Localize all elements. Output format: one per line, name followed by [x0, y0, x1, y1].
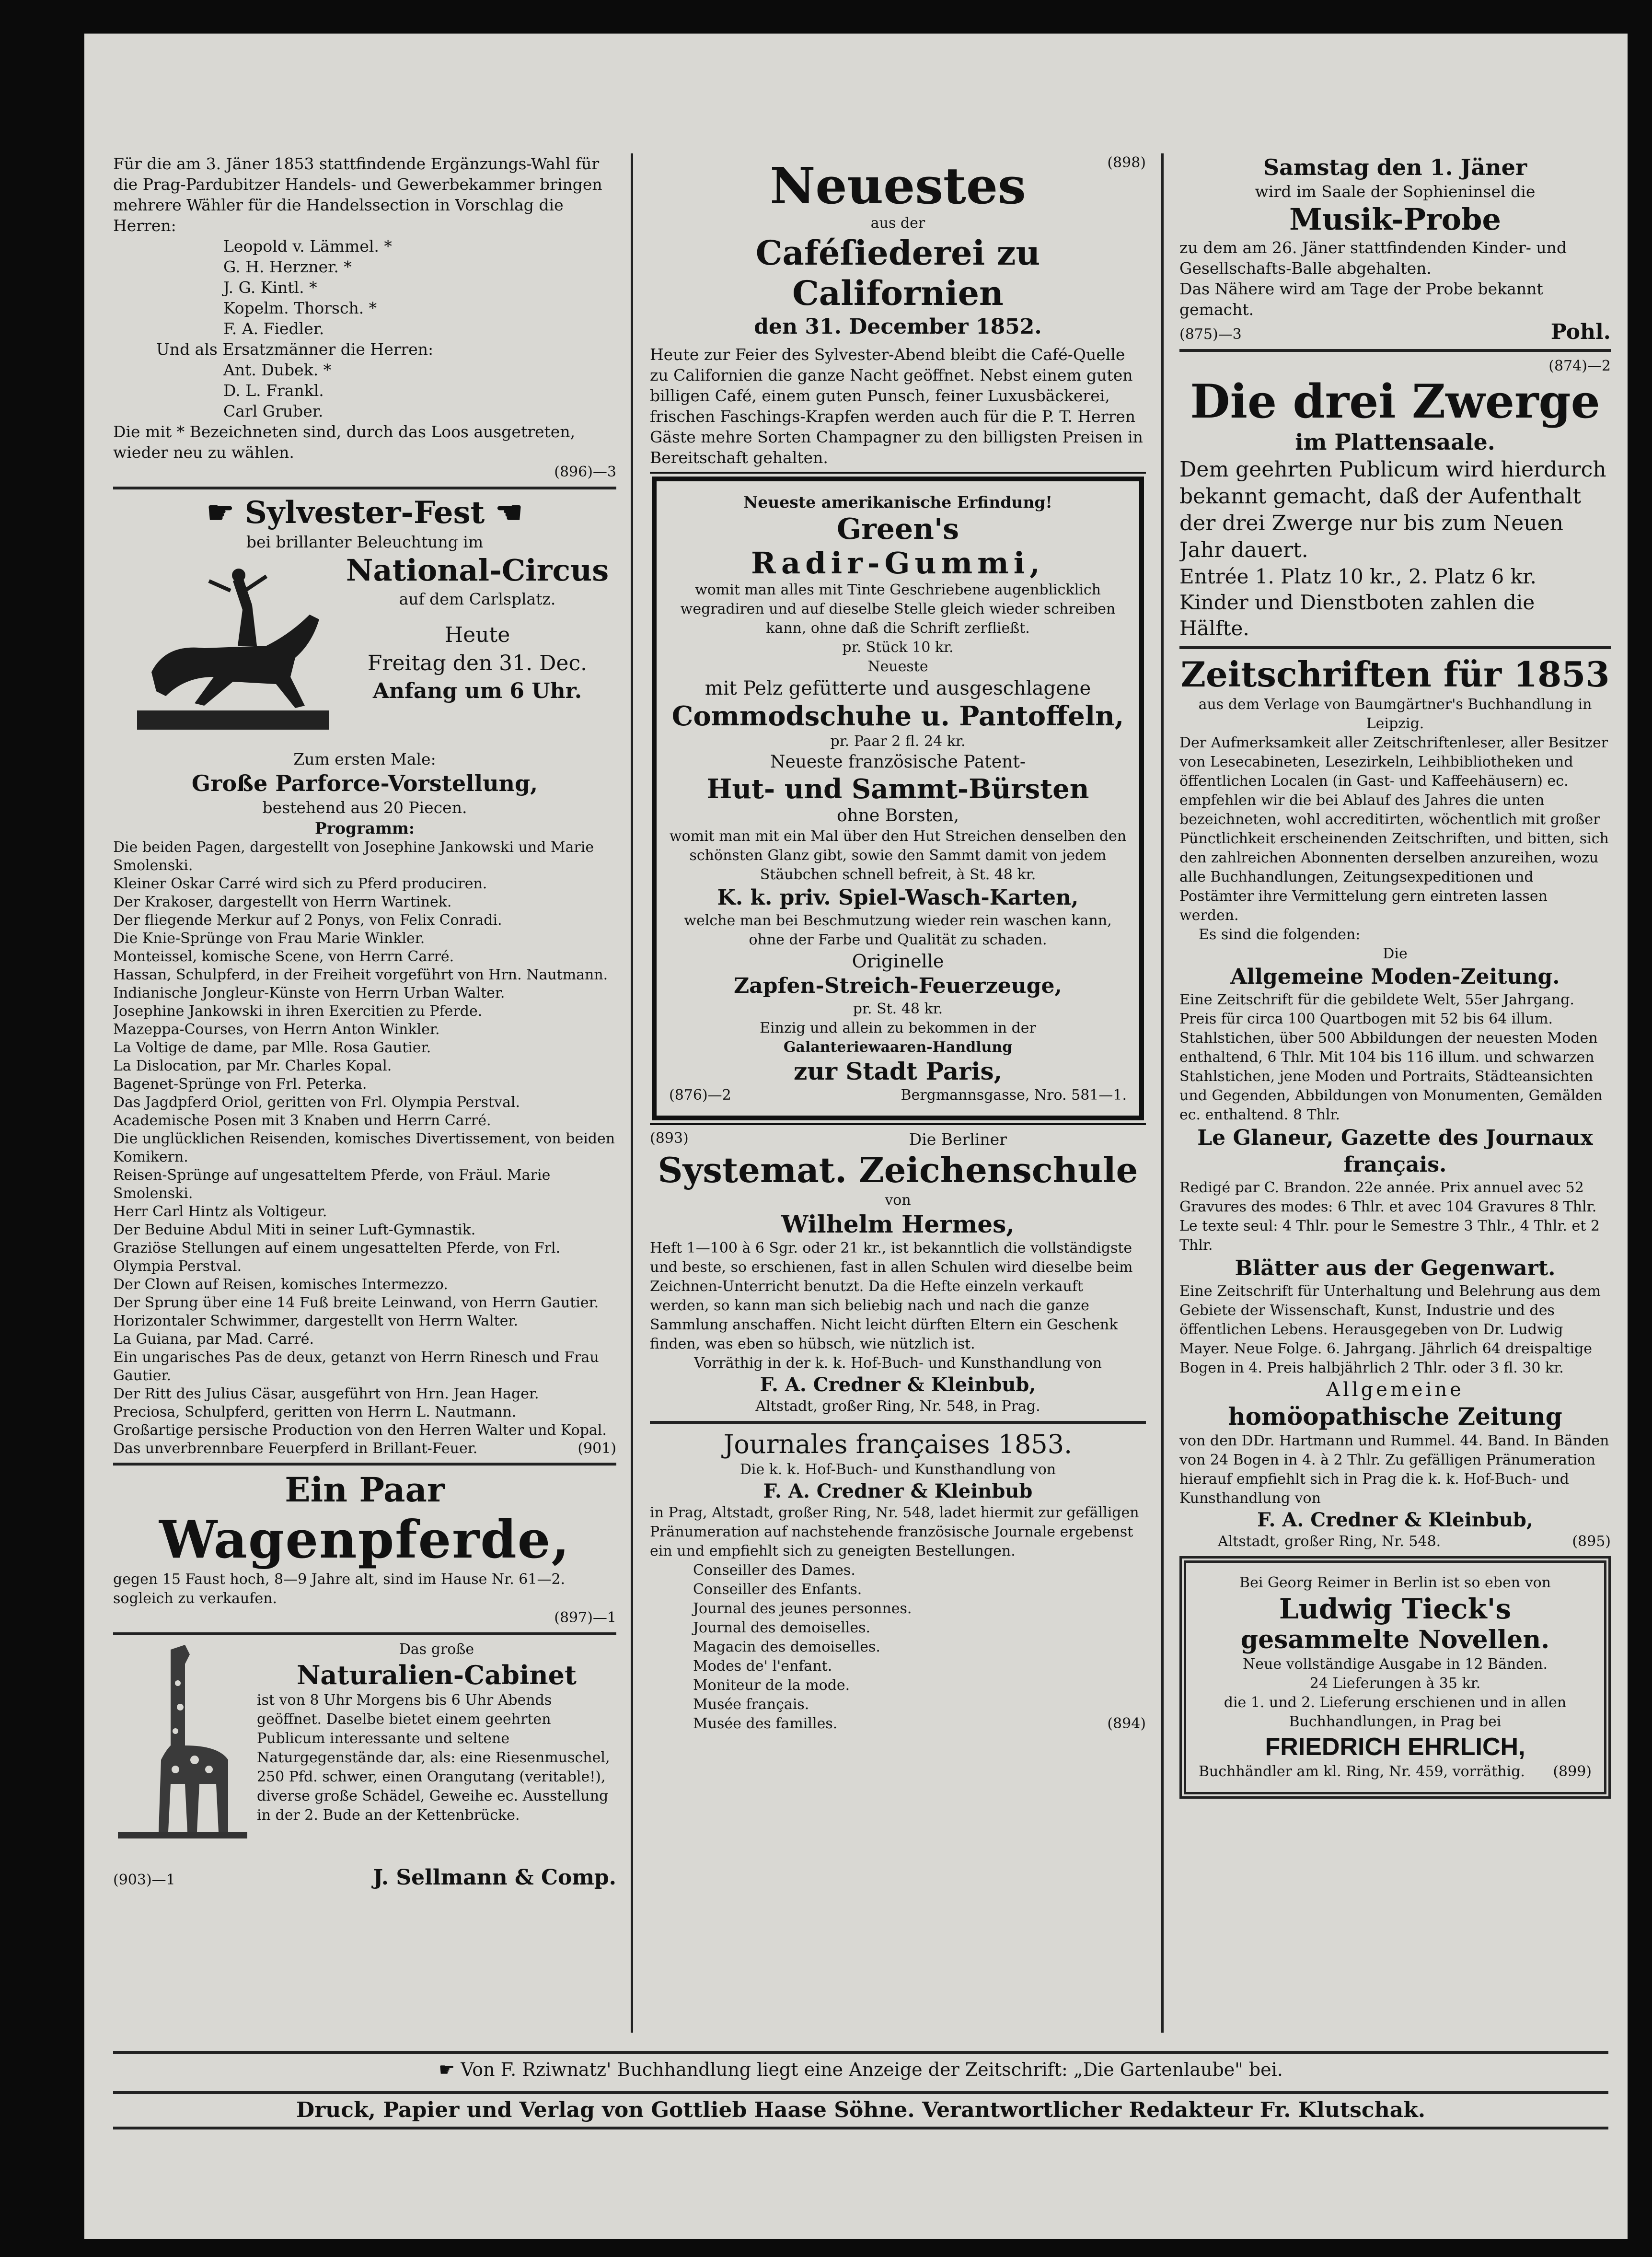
ad-line: welche man bei Beschmutzung wieder rein waschen kann, ohne der Farbe und Qualität zu schaden. — [684, 912, 1112, 948]
election-intro: Für die am 3. Jäner 1853 stattfindende Ergänzungs-Wahl für die Prag-Pardubitzer Handels- und Gewerbekammer bringen mehrere Wähler für die Handelssection in Vorschlag die Herren: — [113, 154, 602, 235]
list-item: Journal des jeunes personnes. — [693, 1600, 912, 1617]
zeichenschule-header — [650, 1129, 1146, 1150]
list-item: Moniteur de la mode. — [693, 1677, 850, 1694]
show-pieces: bestehend aus 20 Piecen. — [262, 798, 467, 817]
naturalien-footer — [113, 1865, 616, 1890]
ad-line: ohne Borsten, — [836, 806, 959, 826]
list-item: Academische Posen mit 3 Knaben und Herrn Carré. — [113, 1112, 491, 1129]
list-item: Der fliegende Merkur auf 2 Ponys, von Felix Conradi. — [113, 912, 502, 929]
list-item: Musée des familles. — [693, 1715, 838, 1732]
music-text: zu dem am 26. Jäner stattfindenden Kinder- und Gesellschafts-Balle abgehalten. — [1179, 238, 1567, 278]
newspaper-page — [84, 34, 1628, 2239]
ad-line: womit man alles mit Tinte Geschriebene augenblicklich wegradiren und auf dieselbe Stelle gleich wieder schreiben kann, ohne daß die Schrift zerfließt. — [680, 582, 1116, 637]
homoeopathie-pre: Allgemeine — [1326, 1379, 1464, 1401]
divider — [650, 1421, 1146, 1424]
list-item: Die Knie-Sprünge von Frau Marie Winkler. — [113, 930, 425, 947]
zeitschriften-text: Der Aufmerksamkeit aller Zeitschriftenleser, aller Besitzer von Lesecabineten, Lesezirkeln, Leihbibliotheken und öffentlichen Localen (in Gast- und Kaffeehäusern) ec. empfehlen wir die bei Ablauf des Jahres die unten bezeichneten, wohl accreditirten, wöchentlich mit großer Pünctlichkeit erscheinenden Zeitschriften, und bitten, sich den zahlreichen Abonnenten derselben anzureihen, wozu alle Buchhandlungen, Zeitungsexpeditionen und Postämter ihre Vermittelung gern eintreten lassen werden. — [1179, 734, 1609, 924]
program-list — [113, 838, 616, 1440]
list-item: La Voltige de dame, par Mlle. Rosa Gautier. — [113, 1039, 431, 1056]
cafe-headline: Neuestes — [770, 156, 1026, 215]
ad-price: pr. St. 48 kr. — [853, 1001, 943, 1017]
list-item: Modes de' l'enfant. — [693, 1658, 832, 1675]
homoeopathie-text: von den DDr. Hartmann und Rummel. 44. Band. In Bänden von 24 Bogen in 4. à 2 Thlr. Zu gefälligen Pränumeration hierauf empfiehlt sich in Prag die k. k. Hof-Buch- und Kunsthandlung von — [1179, 1432, 1609, 1507]
heute-label: Heute — [444, 623, 510, 647]
zeichenschule-author: Wilhelm Hermes, — [781, 1210, 1015, 1238]
show-start: Anfang um 6 Uhr. — [372, 679, 582, 703]
cafe-name: Caféſiederei zu Californien — [755, 233, 1040, 313]
music-text: wird im Saale der Sophieninsel die — [1255, 182, 1536, 201]
tieck-title: Ludwig Tieck's — [1279, 1593, 1512, 1625]
journals-title: Journales françaises 1853. — [723, 1429, 1073, 1459]
ad-headline: Radir-Gummi, — [751, 546, 1045, 581]
list-item: Graziöse Stellungen auf einem ungesattelten Pferde, von Frl. Olympia Perstval. — [113, 1240, 561, 1275]
giraffe-illustration — [113, 1640, 252, 1841]
list-item: Kleiner Oskar Carré wird sich zu Pferd produciren. — [113, 875, 487, 892]
homoeopathie-address: Altstadt, großer Ring, Nr. 548. — [1218, 1533, 1441, 1550]
ad-reference: (897)—1 — [554, 1609, 616, 1626]
tieck-ad — [1179, 1556, 1611, 1799]
list-item: Der Krakoser, dargestellt von Herrn Wartinek. — [113, 894, 452, 910]
horse-rider-illustration — [123, 562, 343, 739]
horses-text: gegen 15 Faust hoch, 8—9 Jahre alt, sind im Hause Nr. 61—2. sogleich zu verkaufen. — [113, 1571, 566, 1607]
music-headline: Musik-Probe — [1289, 202, 1501, 237]
ad-reference: (901) — [578, 1440, 616, 1457]
ad-reference: (899) — [1553, 1763, 1592, 1780]
divider — [113, 1463, 616, 1466]
substitutes-intro: Und als Ersatzmänner die Herren: — [156, 340, 434, 359]
music-title: Samstag den 1. Jäner — [1263, 154, 1527, 180]
gegenwart-title: Blätter aus der Gegenwart. — [1235, 1256, 1556, 1280]
list-item: Indianische Jongleur-Künste von Herrn Urban Walter. — [113, 985, 505, 1001]
column-rule — [1161, 153, 1164, 2033]
ad-headline: Hut- und Sammt-Bürsten — [706, 773, 1089, 805]
list-item: Monteissel, komische Scene, von Herrn Carré. — [113, 948, 454, 965]
ad-headline: zur Stadt Paris, — [793, 1057, 1003, 1085]
zeichenschule-address: Altstadt, großer Ring, Nr. 548, in Prag. — [755, 1398, 1040, 1415]
ad-line: Neueste französische Patent- — [770, 752, 1026, 772]
tieck-text: Bei Georg Reimer in Berlin ist so eben von — [1239, 1574, 1551, 1591]
divider — [113, 1632, 616, 1635]
zeichenschule-avail: Vorräthig in der k. k. Hof-Buch- und Kunsthandlung von — [694, 1355, 1102, 1372]
list-item: Carl Gruber. — [223, 402, 323, 420]
naturalien-firm: J. Sellmann & Comp. — [373, 1865, 616, 1890]
tieck-footer — [1199, 1762, 1592, 1781]
divider — [1179, 349, 1611, 352]
column-right — [1179, 153, 1611, 1799]
tieck-text: die 1. und 2. Lieferung erschienen und in allen Buchhandlungen, in Prag bei — [1224, 1694, 1567, 1730]
first-time-label: Zum ersten Male: — [293, 750, 436, 768]
zeichenschule-von: von — [885, 1192, 911, 1209]
list-item: Musée français. — [693, 1696, 809, 1713]
footer-imprint: Druck, Papier und Verlag von Gottlieb Haase Söhne. Verantwortlicher Redakteur Fr. Klutschak. — [113, 2091, 1608, 2129]
zeitschriften-sub: aus dem Verlage von Baumgärtner's Buchhandlung in Leipzig. — [1198, 696, 1592, 732]
moden-zeitung-title: Allgemeine Moden-Zeitung. — [1230, 965, 1560, 989]
zeitschriften-title: Zeitschriften für 1853 — [1180, 654, 1610, 695]
ad-address: Bergmannsgasse, Nro. 581—1. — [901, 1087, 1127, 1104]
zeichenschule-title: Systemat. Zeichenschule — [658, 1150, 1138, 1190]
fire-horse-text: Das unverbrennbare Feuerpferd in Brillant-Feuer. — [113, 1440, 478, 1457]
journals-text: in Prag, Altstadt, großer Ring, Nr. 548, ladet hiermit zur gefälligen Pränumeration auf nachstehende französische Journale ergebenst ein und empfiehlt sich zu geneigten Bestellungen. — [650, 1504, 1139, 1559]
list-item: Mazeppa-Courses, von Herrn Anton Winkler. — [113, 1021, 440, 1038]
zeitschriften-die: Die — [1383, 945, 1408, 962]
list-item: D. L. Frankl. — [223, 381, 324, 400]
list-item: G. H. Herzner. * — [223, 257, 352, 276]
footer-notice: ☛ Von F. Rziwnatz' Buchhandlung liegt eine Anzeige der Zeitschrift: „Die Gartenlaube" bei. — [113, 2051, 1608, 2082]
substitute-list — [113, 360, 616, 421]
glaneur-title: Le Glaneur, Gazette des Journaux français. — [1197, 1126, 1593, 1177]
tieck-text: 24 Lieferungen à 35 kr. — [1309, 1675, 1481, 1692]
circus-name: National-Circus — [346, 553, 609, 588]
pointing-hand-icon: ☛ — [207, 495, 245, 531]
pointing-hand-icon: ☚ — [485, 495, 523, 531]
ad-reference: (903)—1 — [113, 1872, 175, 1888]
cafe-date: den 31. December 1852. — [754, 314, 1042, 339]
list-item: Conseiller des Dames. — [693, 1562, 855, 1579]
list-item: Leopold v. Lämmel. * — [223, 237, 392, 256]
cafe-aus: aus der — [870, 215, 925, 232]
paris-shop-ad — [652, 477, 1144, 1120]
music-signature: Pohl. — [1550, 320, 1611, 344]
list-item: J. G. Kintl. * — [223, 278, 317, 297]
ad-line: Originelle — [852, 951, 944, 972]
program-heading: Programm: — [314, 819, 415, 838]
pointing-hand-icon: ☛ — [439, 2059, 461, 2080]
ad-reference: (893) — [650, 1130, 689, 1147]
list-item: F. A. Fiedler. — [223, 319, 324, 338]
ad-reference: (898) — [1107, 154, 1146, 171]
ad-line: Neueste amerikanische Erfindung! — [743, 493, 1052, 512]
list-item: Das Jagdpferd Oriol, geritten von Frl. Olympia Perstval. — [113, 1094, 520, 1111]
show-date: Freitag den 31. Dec. — [367, 651, 588, 675]
glaneur-text: Redigé par C. Brandon. 22e année. Prix annuel avec 52 Gravures des modes: 6 Thlr. et avec 104 Gravures 8 Thlr. Le texte seul: 4 Thlr. pour le Semestre 3 Thlr., 4 Thlr. et 2 Thlr. — [1179, 1179, 1600, 1254]
fest-subtitle: bei brillanter Beleuchtung im — [246, 533, 484, 551]
ad-line: mit Pelz gefütterte und ausgeschlagene — [705, 677, 1091, 699]
naturalien-pre: Das große — [399, 1641, 474, 1658]
naturalien-text-block — [257, 1640, 616, 1825]
list-item: Der Beduine Abdul Miti in seiner Luft-Gymnastik. — [113, 1222, 476, 1238]
list-item: La Dislocation, par Mr. Charles Kopal. — [113, 1058, 392, 1074]
list-item: Reisen-Sprünge auf ungesatteltem Pferde, von Fräul. Marie Smolenski. — [113, 1167, 551, 1202]
tieck-text: Neue vollständige Ausgabe in 12 Bänden. — [1243, 1656, 1548, 1673]
list-item: Der Sprung über eine 14 Fuß breite Leinwand, von Herrn Gautier. — [113, 1294, 599, 1311]
zeitschriften-follow: Es sind die folgenden: — [1199, 926, 1361, 943]
journals-list — [650, 1561, 1146, 1733]
column-middle — [650, 153, 1146, 1733]
list-item: Ant. Dubek. * — [223, 361, 332, 379]
ad-reference: (896)—3 — [554, 464, 616, 480]
ad-reference: (895) — [1572, 1533, 1611, 1550]
ad-headline: Commodschuhe u. Pantoffeln, — [671, 700, 1124, 732]
ad-line: Neueste — [867, 658, 928, 675]
circus-place: auf dem Carlsplatz. — [399, 590, 556, 608]
naturalien-text: ist von 8 Uhr Morgens bis 6 Uhr Abends geöffnet. Daselbe bietet einem geehrten Publicum interessante und seltene Naturgegenstände dar, als: eine Riesenmuschel, 250 Pfd. schwer, einen Orangutang (veritable!), diverse große Schädel, Geweihe ec. Ausstellung in der 2. Bude an der Kettenbrücke. — [257, 1692, 610, 1824]
ad-reference: (874)—2 — [1548, 358, 1611, 374]
list-item: Bagenet-Sprünge von Frl. Peterka. — [113, 1076, 367, 1093]
ad-line: Galanteriewaaren-Handlung — [783, 1039, 1013, 1056]
journals-text: Die k. k. Hof-Buch- und Kunsthandlung von — [739, 1461, 1056, 1478]
homoeopathie-footer — [1179, 1532, 1611, 1551]
election-note: Die mit * Bezeichneten sind, durch das Loos ausgetreten, wieder neu zu wählen. — [113, 422, 576, 462]
ad-reference: (876)—2 — [669, 1087, 731, 1104]
column-rule — [631, 153, 633, 2033]
zwerge-title: Die drei Zwerge — [1190, 374, 1600, 429]
zeichenschule-text: Heft 1—100 à 6 Sgr. oder 21 kr., ist bekanntlich die vollständigste und beste, so erschienen, fast in allen Schulen wird dieselbe beim Zeichnen-Unterricht benutzt. Da die Hefte einzeln verkauft werden, so kann man sich beliebig nach und nach die ganze Sammlung anschaffen. Nicht leicht dürften Eltern ein Geschenk finden, was eben so hübsch, wie nützlich ist. — [650, 1240, 1133, 1352]
ad-footer — [669, 1086, 1127, 1105]
ad-line: Einzig und allein zu bekommen in der — [760, 1020, 1036, 1036]
music-footer — [1179, 320, 1611, 344]
tieck-title: gesammelte Novellen. — [1240, 1625, 1550, 1654]
candidate-list — [113, 236, 616, 339]
list-item: Ein ungarisches Pas de deux, getanzt von Herrn Rinesch und Frau Gautier. — [113, 1349, 599, 1384]
naturalien-block — [113, 1640, 616, 1865]
list-item: Der Ritt des Julius Cäsar, ausgeführt von Hrn. Jean Hager. — [113, 1385, 539, 1402]
horses-headline: Wagenpferde, — [159, 1510, 571, 1570]
divider — [113, 487, 616, 489]
music-text: Das Nähere wird am Tage der Probe bekannt gemacht. — [1179, 279, 1543, 319]
ad-price: pr. Stück 10 kr. — [842, 639, 954, 656]
list-item: Kopelm. Thorsch. * — [223, 299, 377, 317]
list-item: Großartige persische Production von den Herren Walter und Kopal. — [113, 1422, 607, 1439]
list-item: Journal des demoiselles. — [693, 1619, 871, 1636]
ad-headline: Zapfen-Streich-Feuerzeuge, — [734, 974, 1062, 998]
horses-title: Ein Paar — [285, 1470, 445, 1510]
list-item: Josephine Jankowski in ihren Exercitien zu Pferde. — [113, 1003, 483, 1020]
list-item: Die unglücklichen Reisenden, komisches Divertissement, von beiden Komikern. — [113, 1130, 615, 1165]
list-item: La Guiana, par Mad. Carré. — [113, 1331, 314, 1348]
list-item: Die beiden Pagen, dargestellt von Josephine Jankowski und Marie Smolenski. — [113, 839, 594, 874]
gegenwart-text: Eine Zeitschrift für Unterhaltung und Belehrung aus dem Gebiete der Wissenschaft, Kunst, Industrie und des öffentlichen Lebens. Herausgegeben von Dr. Ludwig Mayer. Neue Folge. 6. Jahrgang. Jährlich 64 dreispaltige Bogen in 4. Preis halbjährlich 2 Thlr. oder 3 fl. 30 kr. — [1179, 1283, 1601, 1376]
list-item: Magacin des demoiselles. — [693, 1639, 880, 1655]
list-item: Horizontaler Schwimmer, dargestellt von Herrn Walter. — [113, 1313, 519, 1329]
journals-firm: F. A. Credner & Kleinbub — [763, 1480, 1033, 1502]
divider — [1179, 646, 1611, 649]
homoeopathie-firm: F. A. Credner & Kleinbub, — [1257, 1509, 1533, 1531]
column-left — [113, 153, 616, 1890]
zwerge-subtitle: im Plattensaale. — [1295, 429, 1495, 455]
list-item: Herr Carl Hintz als Voltigeur. — [113, 1203, 327, 1220]
ad-headline: K. k. priv. Spiel-Wasch-Karten, — [717, 885, 1079, 910]
list-item: Der Clown auf Reisen, komisches Intermezzo. — [113, 1276, 448, 1293]
ad-price: pr. Paar 2 fl. 24 kr. — [830, 733, 966, 750]
homoeopathie-title: homöopathische Zeitung — [1228, 1402, 1562, 1431]
list-item: Preciosa, Schulpferd, geritten von Herrn L. Nautmann. — [113, 1404, 517, 1420]
naturalien-title: Naturalien-Cabinet — [297, 1660, 577, 1690]
ad-headline: Green's — [837, 512, 959, 546]
list-item: Conseiller des Enfants. — [693, 1581, 862, 1598]
zwerge-kids: Kinder und Dienstboten zahlen die Hälfte. — [1179, 591, 1535, 640]
zwerge-price: Entrée 1. Platz 10 kr., 2. Platz 6 kr. — [1179, 565, 1536, 588]
list-item: Hassan, Schulpferd, in der Freiheit vorgeführt von Hrn. Nautmann. — [113, 966, 608, 983]
ad-reference: (894) — [1107, 1715, 1146, 1732]
tieck-text: Buchhändler am kl. Ring, Nr. 459, vorräthig. — [1199, 1763, 1525, 1780]
tieck-firm: FRIEDRICH EHRLICH, — [1265, 1733, 1525, 1761]
fire-horse-line — [113, 1440, 616, 1458]
show-title: Große Parforce-Vorstellung, — [191, 770, 538, 796]
zeichenschule-firm: F. A. Credner & Kleinbub, — [760, 1373, 1036, 1396]
fest-title: ☛ Sylvester-Fest ☚ — [207, 495, 523, 531]
circus-info — [338, 552, 616, 705]
moden-zeitung-text: Eine Zeitschrift für die gebildete Welt, 55er Jahrgang. Preis für circa 100 Quartbogen mit 52 bis 64 illum. Stahlstichen, über 500 Abbildungen der neuesten Moden enthaltend, 6 Thlr. Mit 104 bis 116 illum. und schwarzen Stahlstichen, jene Moden und Portraits, Städteansichten und Gegenden, Abbildungen von Monumenten, Gemälden ec. enthaltend. 8 Thlr. — [1179, 991, 1603, 1123]
zwerge-text: Dem geehrten Publicum wird hierdurch bekannt gemacht, daß der Aufenthalt der drei Zwerge nur bis zum Neuen Jahr dauert. — [1179, 457, 1606, 562]
cafe-text: Heute zur Feier des Sylvester-Abend bleibt die Café-Quelle zu Californien die ganze Nacht geöffnet. Nebst einem guten billigen Café, einem guten Punsch, feiner Luxusbäckerei, frischen Faschings-Krapfen werden auch für die P. T. Herren Gäste mehre Sorten Champagner zu den billigsten Preisen in Bereitschaft gehalten. — [650, 345, 1143, 467]
zeichenschule-pre: Die Berliner — [909, 1130, 1007, 1149]
circus-block — [113, 552, 616, 749]
ad-line: womit man mit ein Mal über den Hut Streichen denselben den schönsten Glanz gibt, sowie den Sammt damit von jedem Stäubchen schnell befreit, à St. 48 kr. — [669, 828, 1127, 883]
ad-reference: (875)—3 — [1179, 326, 1242, 343]
